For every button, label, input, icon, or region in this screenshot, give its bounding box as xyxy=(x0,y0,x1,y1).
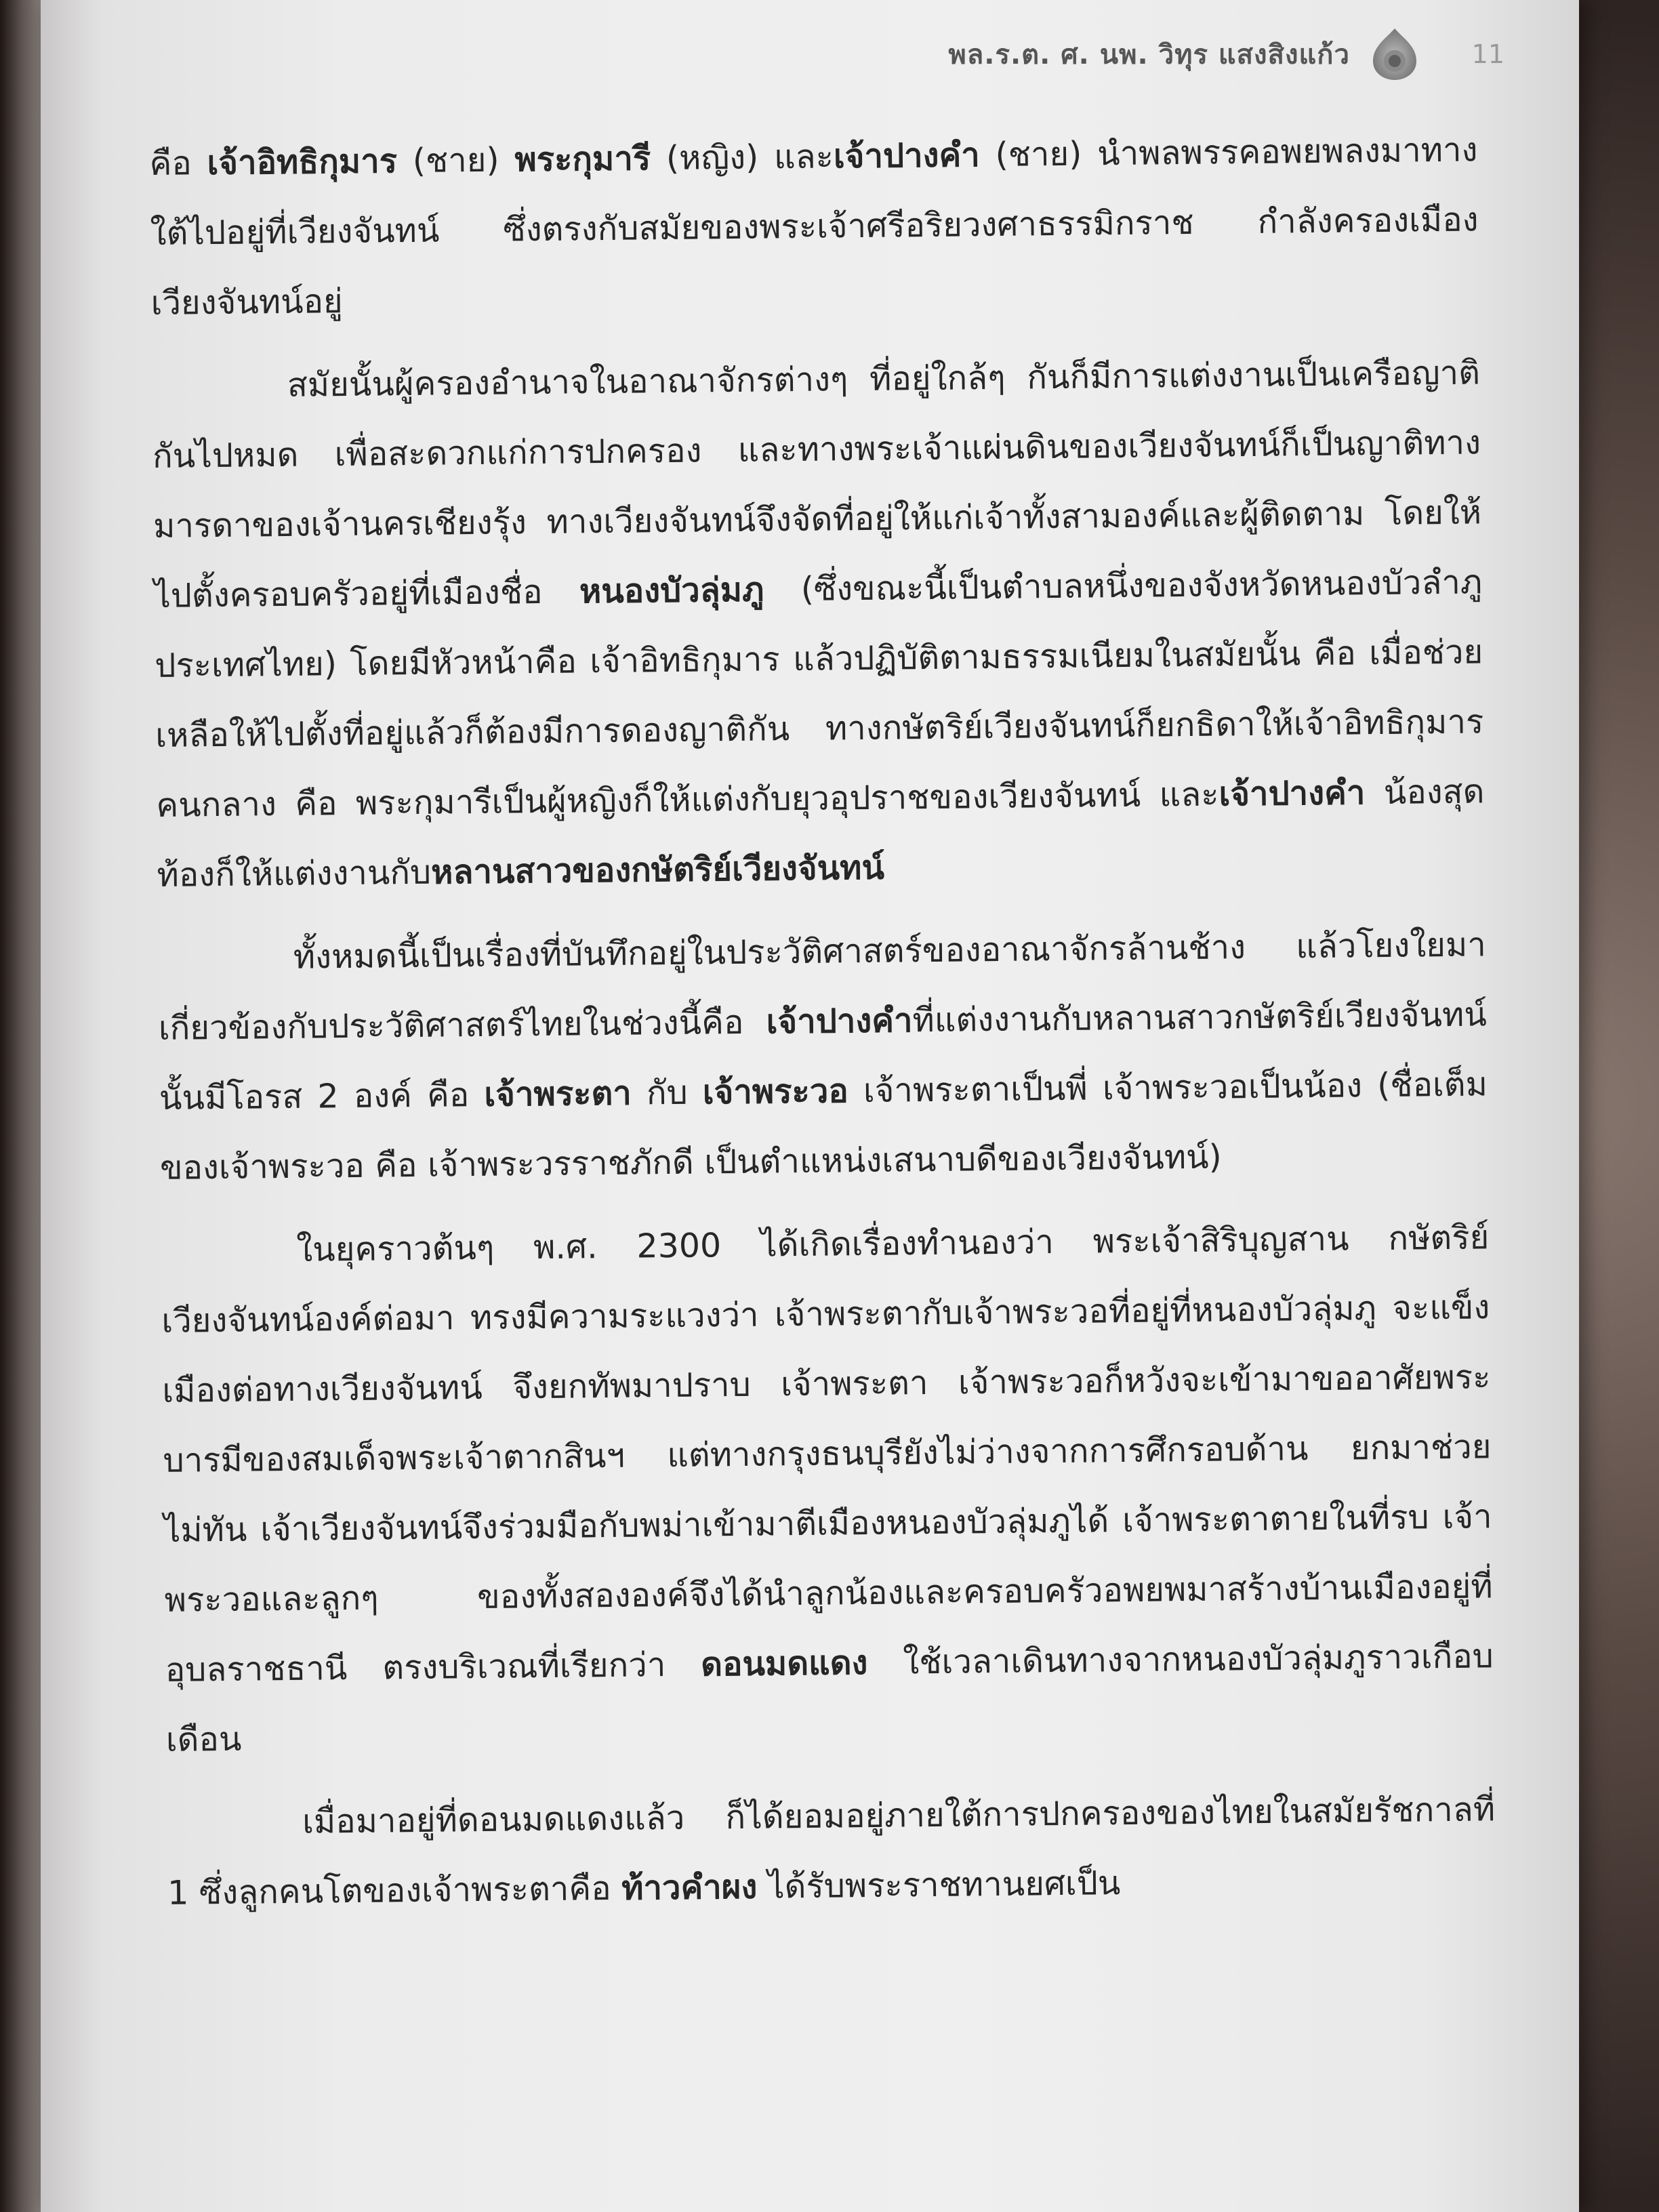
text-segment: กับ xyxy=(631,1073,703,1113)
text-segment: เจ้าพระตาเป็นพี่ เจ้าพระวอเป็นน้อง (ชื่อเต็มของเจ้าพระวอ คือ เจ้าพระวรราชภักดี เป็นตำแหน่งเสนาบดีของเวียงจันทน์) xyxy=(159,1065,1488,1187)
paragraph xyxy=(151,337,1486,909)
text-segment: ที่แต่งงานกับหลานสาวกษัตริย์เวียงจันทน์นั้นมีโอรส 2 องค์ คือ xyxy=(159,995,1488,1118)
bold-text: หลานสาวของกษัตริย์เวียงจันทน์ xyxy=(430,848,885,892)
book-page xyxy=(41,0,1579,2212)
text-segment: ทั้งหมดนี้เป็นเรื่องที่บันทึกอยู่ในประวัติศาสตร์ของอาณาจักรล้านช้าง แล้วโยงใยมาเกี่ยวข้องกับประวัติศาสตร์ไทยในช่วงนี้คือ xyxy=(158,925,1487,1048)
lotus-leaf-emblem-icon xyxy=(1366,26,1423,83)
bold-text: ท้าวคำผง xyxy=(621,1867,758,1908)
paragraph xyxy=(149,115,1479,338)
text-segment: ในยุคราวต้นๆ พ.ศ. 2300 ได้เกิดเรื่องทำนองว่า พระเจ้าสิริบุญสาน กษัตริย์เวียงจันทน์องค์ต่อมา ทรงมีความระแวงว่า เจ้าพระตากับเจ้าพระวอที่อยู่ที่หนองบัวลุ่มภู จะแข็งเมืองต่อทางเวียงจันทน์ จึงยกทัพมาปราบ เจ้าพระตา เจ้าพระวอก็หวังจะเข้ามาขออาศัยพระบารมีของสมเด็จพระเจ้าตากสินฯ แต่ทางกรุงธนบุรียังไม่ว่างจากการศึกรอบด้าน ยกมาช่วยไม่ทัน เจ้าเวียงจันทน์จึงร่วมมือกับพม่าเข้ามาตีเมืองหนองบัวลุ่มภูได้ เจ้าพระตาตายในที่รบ เจ้าพระวอและลูกๆ ของทั้งสององค์จึงได้นำลูกน้องและครอบครัวอพยพมาสร้างบ้านเมืองอยู่ที่อุบลราชธานี ตรงบริเวณที่เรียกว่า xyxy=(161,1218,1493,1689)
running-header xyxy=(948,27,1423,81)
text-segment: น้องสุดท้องก็ให้แต่งงานกับ xyxy=(157,772,1485,895)
text-segment: สมัยนั้นผู้ครองอำนาจในอาณาจักรต่างๆ ที่อยู่ใกล้ๆ กันก็มีการแต่งงานเป็นเครือญาติกันไปหมด เพื่อสะดวกแก่การปกครอง และทางพระเจ้าแผ่นดินของเวียงจันทน์ก็เป็นญาติทางมารดาของเจ้านครเชียงรุ้ง ทางเวียงจันทน์จึงจัดที่อยู่ให้แก่เจ้าทั้งสามองค์และผู้ติดตาม โดยให้ไปตั้งครอบครัวอยู่ที่เมืองชื่อ xyxy=(152,353,1482,615)
text-segment: คือ xyxy=(149,144,207,183)
paragraph xyxy=(157,909,1488,1203)
body-text xyxy=(149,115,1496,1941)
paragraph xyxy=(161,1202,1495,1774)
bold-text: ดอนมดแดง xyxy=(700,1643,868,1684)
bold-text: เจ้าพระวอ xyxy=(702,1071,849,1112)
header-author: พล.ร.ต. ศ. นพ. วิทุร แสงสิงแก้ว xyxy=(948,39,1350,70)
paragraph xyxy=(167,1774,1496,1928)
bold-text: เจ้าปางคำ xyxy=(766,1001,913,1042)
bold-text: หนองบัวลุ่มภู xyxy=(579,570,764,611)
text-segment: ใช้เวลาเดินทางจากหนองบัวลุ่มภูราวเกือบเดือน xyxy=(165,1637,1494,1759)
bold-text: เจ้าพระตา xyxy=(484,1073,632,1114)
bold-text: เจ้าปางคำ xyxy=(1218,773,1366,814)
bold-text: เจ้าอิทธิกุมาร xyxy=(207,142,398,183)
text-segment: (ซึ่งขณะนี้เป็นตำบลหนึ่งของจังหวัดหนองบัวลำภู ประเทศไทย) โดยมีหัวหน้าคือ เจ้าอิทธิกุมาร แล้วปฏิบัติตามธรรมเนียมในสมัยนั้น คือ เมื่อช่วยเหลือให้ไปตั้งที่อยู่แล้วก็ต้องมีการดองญาติกัน ทางกษัตริย์เวียงจันทน์ก็ยกธิดาให้เจ้าอิทธิกุมาร คนกลาง คือ พระกุมารีเป็นผู้หญิงก็ให้แต่งกับยุวอุปราชของเวียงจันทน์ และ xyxy=(155,562,1484,825)
bold-text: เจ้าปางคำ xyxy=(833,136,981,176)
text-segment: เมื่อมาอยู่ที่ดอนมดแดงแล้ว ก็ได้ยอมอยู่ภายใต้การปกครองของไทยในสมัยรัชกาลที่ 1 ซึ่งลูกคนโตของเจ้าพระตาคือ xyxy=(167,1790,1496,1912)
text-segment: (ชาย) xyxy=(396,140,515,181)
text-segment: ได้รับพระราชทานยศเป็น xyxy=(757,1864,1121,1906)
text-segment: (ชาย) นำพลพรรคอพยพลงมาทางใต้ไปอยู่ที่เวียงจันทน์ ซึ่งตรงกับสมัยของพระเจ้าศรีอริยวงศาธรรมิกราช กำลังครองเมืองเวียงจันทน์อยู่ xyxy=(150,130,1479,323)
text-segment: (หญิง) และ xyxy=(650,137,834,178)
bold-text: พระกุมารี xyxy=(514,139,651,180)
page-number: 11 xyxy=(1471,39,1504,69)
